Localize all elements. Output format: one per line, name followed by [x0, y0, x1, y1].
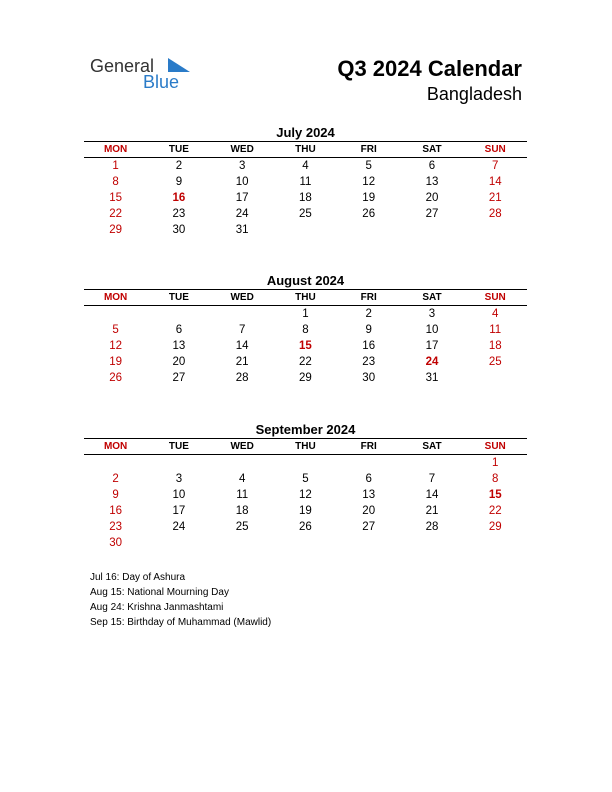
- day-cell: 27: [425, 208, 439, 220]
- weekday-mon: MON: [103, 441, 128, 452]
- weekday-sun: SUN: [484, 144, 506, 155]
- weekday-fri: FRI: [360, 292, 377, 303]
- day-cell: 5: [112, 324, 119, 336]
- month-august: [84, 273, 527, 386]
- month-title: July 2024: [276, 125, 335, 140]
- day-cell: 3: [175, 473, 183, 485]
- empty-day-cell: [464, 535, 527, 551]
- day-cell: 17: [172, 505, 186, 517]
- weekday-sat: SAT: [422, 144, 442, 155]
- weekday-mon: MON: [103, 292, 128, 303]
- day-cell: 10: [235, 176, 249, 188]
- day-cell: 30: [362, 372, 376, 384]
- day-cell: 12: [362, 176, 376, 188]
- week-row: [84, 487, 527, 503]
- day-cell: 25: [299, 208, 312, 220]
- day-cell: 23: [172, 208, 186, 220]
- day-cell: 19: [299, 505, 312, 517]
- day-cell: 31: [425, 372, 439, 384]
- day-cell: 29: [109, 224, 123, 236]
- weekday-wed: WED: [230, 441, 254, 452]
- empty-day-cell: [147, 455, 210, 471]
- day-cell: 16: [172, 192, 186, 204]
- day-cell: 8: [112, 176, 119, 188]
- week-row: [84, 503, 527, 519]
- weekday-sun: SUN: [484, 441, 506, 452]
- empty-day-cell: [464, 222, 527, 238]
- weekday-fri: FRI: [360, 441, 377, 452]
- day-cell: 28: [235, 372, 249, 384]
- day-cell: 24: [172, 521, 186, 533]
- day-cell: 24: [425, 356, 439, 368]
- day-cell: 26: [109, 372, 123, 384]
- empty-day-cell: [400, 222, 463, 238]
- day-cell: 24: [235, 208, 249, 220]
- weekday-header-row: [84, 290, 527, 306]
- week-row: [84, 519, 527, 535]
- generalblue-logo: [90, 56, 200, 96]
- empty-day-cell: [84, 306, 147, 322]
- day-cell: 30: [172, 224, 186, 236]
- week-row: [84, 322, 527, 338]
- week-row: [84, 471, 527, 487]
- page-title: Q3 2024 Calendar: [337, 56, 522, 81]
- day-cell: 13: [172, 340, 186, 352]
- day-cell: 4: [238, 473, 246, 485]
- logo-text-general: General: [90, 56, 155, 76]
- day-cell: 10: [172, 489, 186, 501]
- weekday-wed: WED: [230, 144, 254, 155]
- empty-day-cell: [274, 535, 337, 551]
- logo-text-blue: Blue: [143, 72, 180, 92]
- day-cell: 6: [428, 160, 436, 172]
- day-cell: 22: [299, 356, 312, 368]
- day-cell: 17: [425, 340, 439, 352]
- empty-day-cell: [211, 535, 274, 551]
- day-cell: 28: [488, 208, 502, 220]
- day-cell: 20: [362, 505, 376, 517]
- empty-day-cell: [274, 455, 337, 471]
- day-cell: 2: [175, 160, 183, 172]
- week-row: [84, 306, 527, 322]
- day-cell: 9: [365, 324, 372, 336]
- day-cell: 19: [109, 356, 123, 368]
- weekday-fri: FRI: [360, 144, 377, 155]
- day-cell: 28: [425, 521, 439, 533]
- day-cell: 17: [235, 192, 249, 204]
- day-cell: 12: [299, 489, 312, 501]
- empty-day-cell: [337, 455, 400, 471]
- week-row: [84, 455, 527, 471]
- week-row: [84, 535, 527, 551]
- day-cell: 4: [302, 160, 309, 172]
- empty-day-cell: [84, 455, 147, 471]
- day-cell: 30: [109, 537, 123, 549]
- calendar-grid: [84, 289, 527, 386]
- day-cell: 3: [428, 308, 436, 320]
- week-row: [84, 222, 527, 238]
- day-cell: 8: [492, 473, 499, 485]
- day-cell: 18: [235, 505, 249, 517]
- weekday-header-row: [84, 142, 527, 158]
- day-cell: 3: [238, 160, 246, 172]
- day-cell: 22: [109, 208, 123, 220]
- day-cell: 20: [425, 192, 439, 204]
- holiday-note: Aug 24: Krishna Janmashtami: [90, 602, 224, 613]
- day-cell: 27: [172, 372, 186, 384]
- day-cell: 10: [425, 324, 439, 336]
- day-cell: 27: [362, 521, 376, 533]
- day-cell: 26: [362, 208, 376, 220]
- day-cell: 4: [492, 308, 499, 320]
- weekday-thu: THU: [295, 441, 316, 452]
- day-cell: 13: [362, 489, 376, 501]
- day-cell: 2: [112, 473, 119, 485]
- calendar-grid: [84, 438, 527, 551]
- month-title: September 2024: [255, 422, 356, 437]
- weekday-header-row: [84, 439, 527, 455]
- day-cell: 11: [299, 176, 312, 188]
- day-cell: 16: [109, 505, 123, 517]
- weekday-wed: WED: [230, 292, 254, 303]
- day-cell: 29: [299, 372, 312, 384]
- day-cell: 9: [175, 176, 183, 188]
- day-cell: 7: [428, 473, 436, 485]
- weekday-tue: TUE: [168, 441, 189, 452]
- empty-day-cell: [274, 222, 337, 238]
- empty-day-cell: [211, 306, 274, 322]
- empty-day-cell: [147, 535, 210, 551]
- week-row: [84, 158, 527, 174]
- empty-day-cell: [400, 455, 463, 471]
- day-cell: 1: [492, 457, 499, 469]
- month-title: August 2024: [266, 273, 345, 288]
- week-row: [84, 338, 527, 354]
- month-july: [84, 125, 527, 238]
- day-cell: 14: [235, 340, 249, 352]
- day-cell: 6: [175, 324, 183, 336]
- day-cell: 31: [235, 224, 249, 236]
- day-cell: 11: [489, 324, 502, 336]
- weekday-sat: SAT: [422, 292, 442, 303]
- day-cell: 14: [425, 489, 439, 501]
- day-cell: 7: [238, 324, 246, 336]
- day-cell: 15: [109, 192, 123, 204]
- day-cell: 25: [235, 521, 249, 533]
- day-cell: 6: [365, 473, 372, 485]
- week-row: [84, 174, 527, 190]
- day-cell: 8: [302, 324, 309, 336]
- day-cell: 16: [362, 340, 376, 352]
- empty-day-cell: [337, 222, 400, 238]
- calendar-grid: [84, 141, 527, 238]
- weekday-sat: SAT: [422, 441, 442, 452]
- day-cell: 18: [488, 340, 502, 352]
- day-cell: 21: [235, 356, 249, 368]
- day-cell: 13: [425, 176, 439, 188]
- weekday-tue: TUE: [168, 292, 189, 303]
- day-cell: 26: [299, 521, 312, 533]
- month-september: [84, 422, 527, 551]
- day-cell: 29: [488, 521, 502, 533]
- empty-day-cell: [211, 455, 274, 471]
- day-cell: 18: [299, 192, 312, 204]
- day-cell: 1: [302, 308, 309, 320]
- day-cell: 5: [302, 473, 309, 485]
- holiday-note: Sep 15: Birthday of Muhammad (Mawlid): [90, 617, 272, 628]
- day-cell: 14: [488, 176, 502, 188]
- day-cell: 2: [365, 308, 372, 320]
- weekday-mon: MON: [103, 144, 128, 155]
- weekday-sun: SUN: [484, 292, 506, 303]
- day-cell: 1: [112, 160, 119, 172]
- empty-day-cell: [147, 306, 210, 322]
- day-cell: 23: [362, 356, 376, 368]
- empty-day-cell: [400, 535, 463, 551]
- day-cell: 11: [236, 489, 249, 501]
- week-row: [84, 370, 527, 386]
- weekday-thu: THU: [295, 144, 316, 155]
- day-cell: 7: [492, 160, 499, 172]
- day-cell: 9: [112, 489, 119, 501]
- day-cell: 21: [488, 192, 502, 204]
- day-cell: 5: [365, 160, 372, 172]
- day-cell: 25: [488, 356, 502, 368]
- weekday-tue: TUE: [168, 144, 189, 155]
- weekday-thu: THU: [295, 292, 316, 303]
- empty-day-cell: [464, 370, 527, 386]
- holiday-notes: [90, 570, 271, 630]
- day-cell: 21: [425, 505, 439, 517]
- week-row: [84, 354, 527, 370]
- day-cell: 20: [172, 356, 186, 368]
- holiday-note: Aug 15: National Mourning Day: [90, 587, 229, 598]
- day-cell: 22: [488, 505, 502, 517]
- week-row: [84, 206, 527, 222]
- empty-day-cell: [337, 535, 400, 551]
- day-cell: 15: [299, 340, 312, 352]
- day-cell: 23: [109, 521, 123, 533]
- holiday-note: Jul 16: Day of Ashura: [90, 572, 186, 583]
- day-cell: 15: [488, 489, 502, 501]
- day-cell: 12: [109, 340, 123, 352]
- day-cell: 19: [362, 192, 376, 204]
- country-subtitle: Bangladesh: [426, 84, 522, 104]
- week-row: [84, 190, 527, 206]
